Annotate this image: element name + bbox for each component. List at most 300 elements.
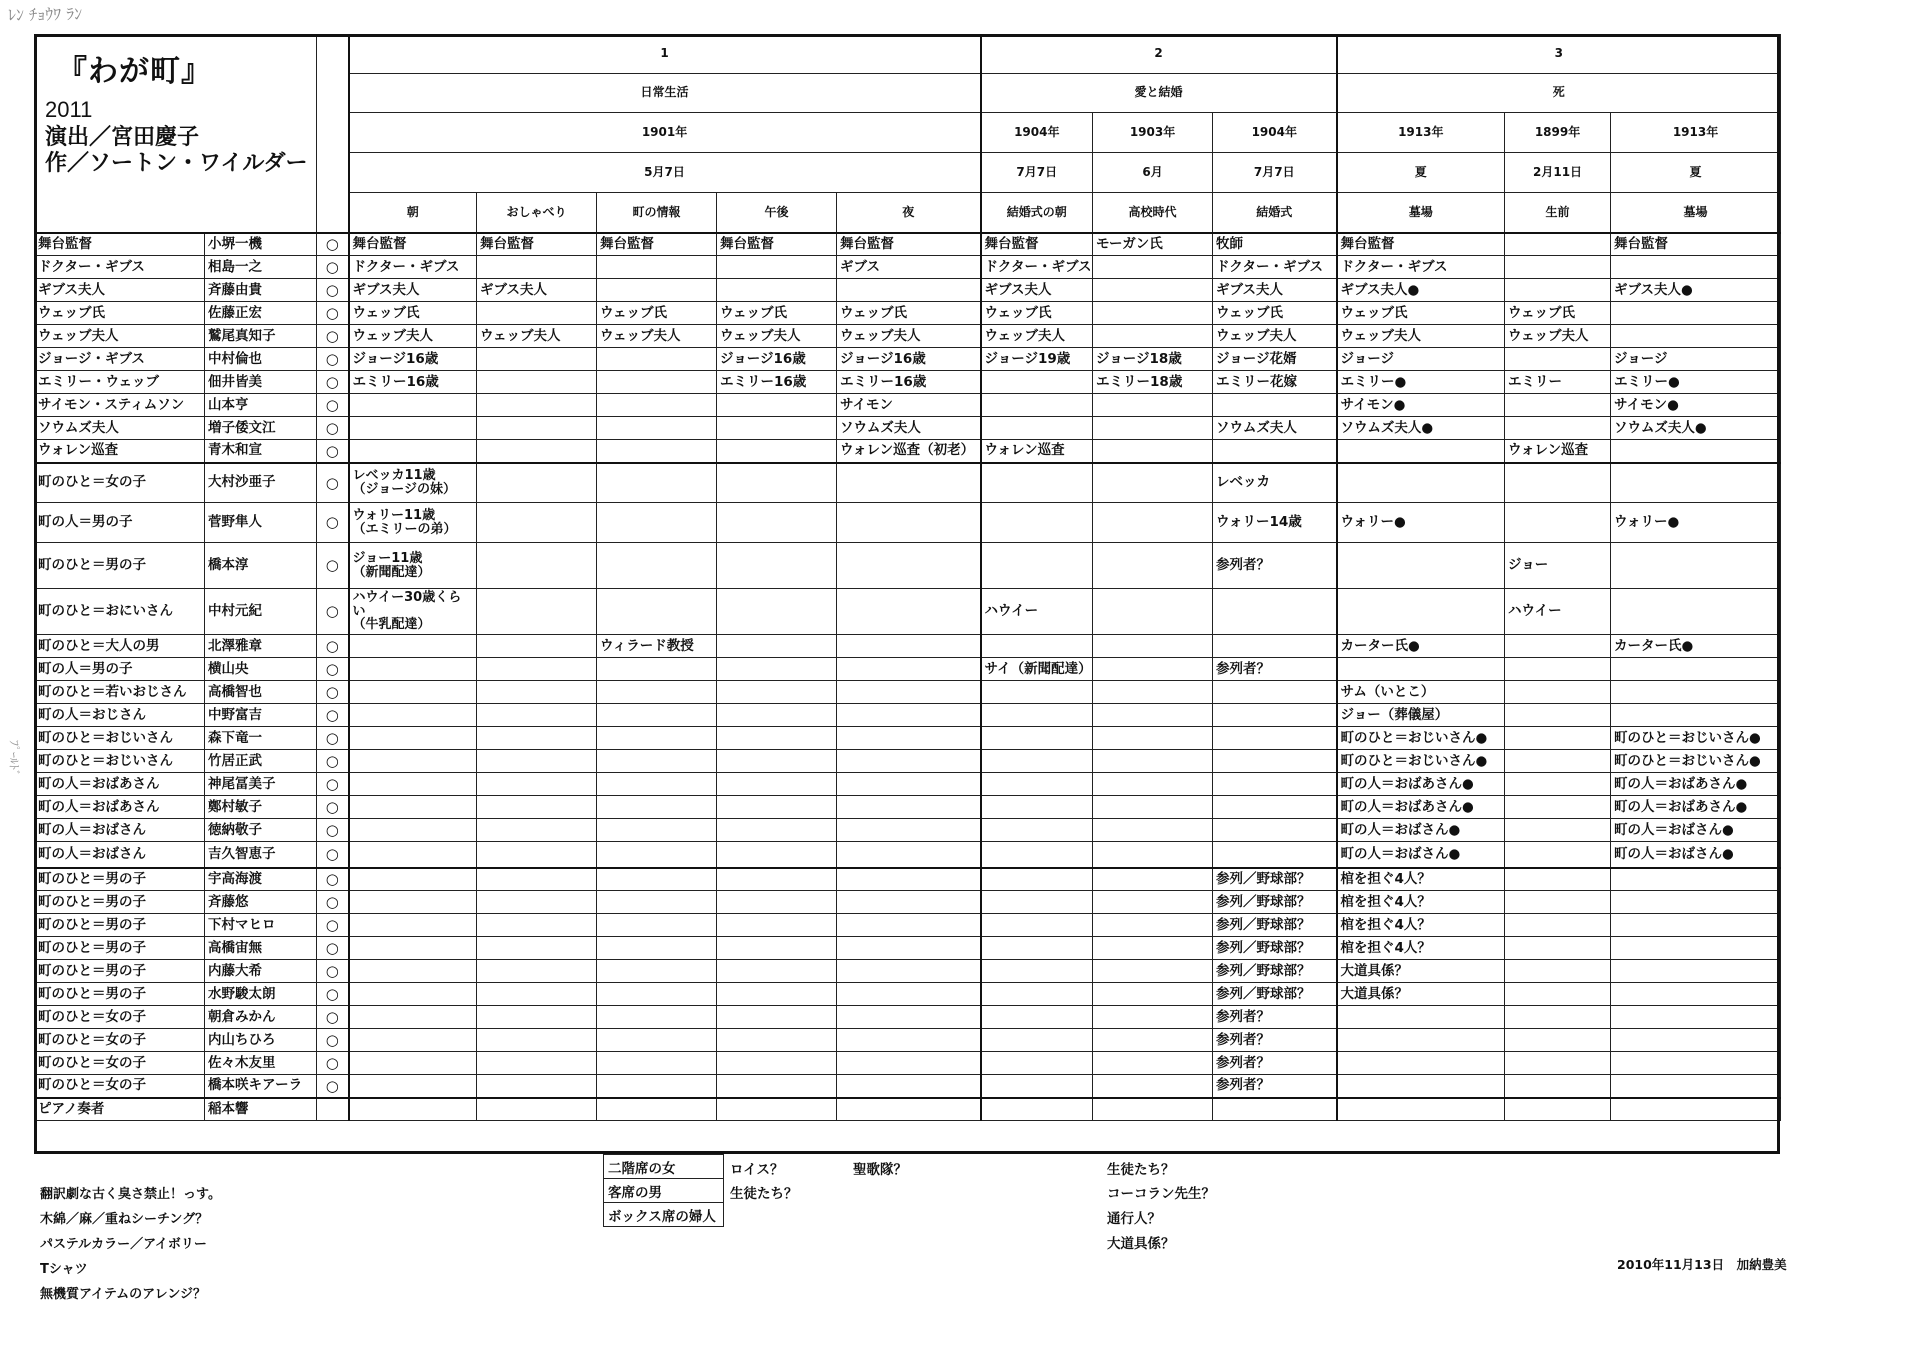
scene-cell xyxy=(1505,279,1611,302)
scene-cell xyxy=(837,842,981,868)
role-row xyxy=(35,914,1781,937)
note-line: Tシャツ xyxy=(40,1262,88,1277)
role-name: 町のひと＝女の子 xyxy=(35,463,205,503)
scene-cell xyxy=(1505,914,1611,937)
scene-cell xyxy=(981,543,1093,589)
scene-cell: ウェッブ氏 xyxy=(1337,302,1505,325)
scene-cell xyxy=(1213,750,1337,773)
mark-cell: ○ xyxy=(317,983,349,1006)
scene-cell xyxy=(477,1006,597,1029)
play-title: 『わが町』 xyxy=(57,54,212,89)
scene-cell xyxy=(477,960,597,983)
scene-cell xyxy=(477,914,597,937)
scene-cell xyxy=(981,960,1093,983)
scene-cell: ギブス夫人 xyxy=(1213,279,1337,302)
scene-cell xyxy=(349,394,477,417)
role-name: ピアノ奏者 xyxy=(35,1098,205,1121)
scene-cell xyxy=(349,417,477,440)
scene-cell: ウェッブ氏 xyxy=(981,302,1093,325)
scene-cell xyxy=(717,1075,837,1098)
scene-header: 町の情報 xyxy=(597,193,717,233)
mark-cell: ○ xyxy=(317,868,349,891)
scene-cell: ウォリー14歳 xyxy=(1213,503,1337,543)
scene-cell xyxy=(717,463,837,503)
actor-name: 中村元紀 xyxy=(205,589,317,635)
scene-cell: 参列者？ xyxy=(1213,1006,1337,1029)
scene-cell xyxy=(1505,503,1611,543)
role-row xyxy=(35,960,1781,983)
scene-cell xyxy=(1337,1098,1505,1121)
mark-cell: ○ xyxy=(317,635,349,658)
scene-cell xyxy=(349,937,477,960)
scene-cell: ウェッブ夫人 xyxy=(349,325,477,348)
scene-cell xyxy=(1093,589,1213,635)
actor-name: 朝倉みかん xyxy=(205,1006,317,1029)
scene-cell xyxy=(597,1052,717,1075)
scene-cell xyxy=(1505,868,1611,891)
scene-cell: 棺を担ぐ4人？ xyxy=(1337,914,1505,937)
scene-cell xyxy=(981,983,1093,1006)
scene-cell xyxy=(349,796,477,819)
scene-cell xyxy=(1505,1075,1611,1098)
scene-cell: エミリー● xyxy=(1611,371,1781,394)
scene-cell xyxy=(1611,440,1781,463)
scene-cell: ウィラード教授 xyxy=(597,635,717,658)
actor-name: 稲本響 xyxy=(205,1098,317,1121)
role-name: 町のひと＝男の子 xyxy=(35,914,205,937)
scene-cell: ウェッブ氏 xyxy=(349,302,477,325)
role-row xyxy=(35,819,1781,842)
role-name: 町のひと＝男の子 xyxy=(35,937,205,960)
scene-cell xyxy=(1611,658,1781,681)
actor-name: 佐々木友里 xyxy=(205,1052,317,1075)
scene-cell xyxy=(597,1075,717,1098)
scene-cell xyxy=(981,394,1093,417)
actor-name: 横山央 xyxy=(205,658,317,681)
scene-cell: 参列者？ xyxy=(1213,1052,1337,1075)
scene-cell: エミリー16歳 xyxy=(837,371,981,394)
scene-cell xyxy=(837,1052,981,1075)
mark-cell: ○ xyxy=(317,503,349,543)
scene-cell xyxy=(981,1006,1093,1029)
scene-cell xyxy=(1093,819,1213,842)
scene-cell: ウェッブ氏 xyxy=(597,302,717,325)
year-cell: 1913年 xyxy=(1337,113,1505,153)
scene-cell: サイモン xyxy=(837,394,981,417)
actor-name: 内藤大希 xyxy=(205,960,317,983)
scene-cell: ウォリー● xyxy=(1337,503,1505,543)
scene-cell xyxy=(837,819,981,842)
scene-cell: ジョージ18歳 xyxy=(1093,348,1213,371)
scene-cell: ジョージ xyxy=(1611,348,1781,371)
role-row xyxy=(35,325,1781,348)
year-cell: 1899年 xyxy=(1505,113,1611,153)
scene-cell xyxy=(349,1098,477,1121)
scene-cell xyxy=(1505,704,1611,727)
mark-cell: ○ xyxy=(317,463,349,503)
scene-cell xyxy=(1611,1075,1781,1098)
scene-cell xyxy=(1505,960,1611,983)
scene-cell xyxy=(1611,1052,1781,1075)
scene-cell xyxy=(477,543,597,589)
scene-cell xyxy=(1093,796,1213,819)
scene-cell xyxy=(717,842,837,868)
actor-name: 相島一之 xyxy=(205,256,317,279)
scene-cell: ドクター・ギブス xyxy=(349,256,477,279)
actor-name: 鷲尾真知子 xyxy=(205,325,317,348)
scene-cell xyxy=(837,543,981,589)
scene-cell: 町のひと＝おじいさん● xyxy=(1337,750,1505,773)
scene-cell: レベッカ xyxy=(1213,463,1337,503)
scene-cell xyxy=(597,1029,717,1052)
actor-name: 中野富吉 xyxy=(205,704,317,727)
scene-cell xyxy=(349,868,477,891)
scene-cell: ウォレン巡査 xyxy=(1505,440,1611,463)
scene-cell xyxy=(717,1029,837,1052)
act-1-number: 1 xyxy=(349,35,981,74)
role-name: ギブス夫人 xyxy=(35,279,205,302)
role-name: ウェッブ氏 xyxy=(35,302,205,325)
scene-cell xyxy=(717,681,837,704)
mark-cell: ○ xyxy=(317,440,349,463)
scene-cell xyxy=(1093,1029,1213,1052)
scene-cell xyxy=(981,1052,1093,1075)
scene-cell xyxy=(349,960,477,983)
scene-cell xyxy=(1093,279,1213,302)
mark-cell: ○ xyxy=(317,842,349,868)
scene-cell xyxy=(1093,868,1213,891)
act-3-theme: 死 xyxy=(1337,74,1781,113)
scene-cell xyxy=(1093,727,1213,750)
scene-cell xyxy=(717,1006,837,1029)
mark-cell: ○ xyxy=(317,371,349,394)
scene-cell: カーター氏● xyxy=(1611,635,1781,658)
scene-cell xyxy=(837,983,981,1006)
scene-cell xyxy=(477,681,597,704)
actor-name: 大村沙亜子 xyxy=(205,463,317,503)
scene-cell: ギブス夫人● xyxy=(1611,279,1781,302)
role-name: 町のひと＝女の子 xyxy=(35,1052,205,1075)
actor-name: 斉藤由貴 xyxy=(205,279,317,302)
scene-cell: ギブス夫人 xyxy=(349,279,477,302)
role-name: 町のひと＝女の子 xyxy=(35,1029,205,1052)
scene-cell xyxy=(717,750,837,773)
role-name: ソウムズ夫人 xyxy=(35,417,205,440)
mark-cell: ○ xyxy=(317,937,349,960)
actor-name: 竹居正武 xyxy=(205,750,317,773)
scene-cell: 町の人＝おばさん● xyxy=(1337,842,1505,868)
mark-cell: ○ xyxy=(317,727,349,750)
scene-cell xyxy=(1505,937,1611,960)
scene-cell xyxy=(349,1075,477,1098)
scene-cell xyxy=(717,727,837,750)
scene-header: 朝 xyxy=(349,193,477,233)
scene-cell xyxy=(597,868,717,891)
actor-name: 小堺一機 xyxy=(205,233,317,256)
scene-cell xyxy=(981,704,1093,727)
scene-cell xyxy=(717,773,837,796)
extras-note: 大道具係？ xyxy=(1107,1236,1175,1252)
scene-cell xyxy=(981,463,1093,503)
act-number-row xyxy=(35,35,1781,74)
scene-cell xyxy=(837,279,981,302)
scene-cell: ウェッブ夫人 xyxy=(477,325,597,348)
scene-cell xyxy=(1505,842,1611,868)
scene-cell xyxy=(1505,1098,1611,1121)
scene-cell xyxy=(981,750,1093,773)
scene-cell xyxy=(597,543,717,589)
scene-cell: ハウイー xyxy=(1505,589,1611,635)
role-name: 町の人＝男の子 xyxy=(35,658,205,681)
scene-header: 午後 xyxy=(717,193,837,233)
scene-cell xyxy=(1611,983,1781,1006)
scene-cell: ウォリー● xyxy=(1611,503,1781,543)
scene-cell: ギブス夫人 xyxy=(981,279,1093,302)
scene-cell: 町の人＝おばさん● xyxy=(1611,819,1781,842)
actor-name: 橋本淳 xyxy=(205,543,317,589)
role-name: 町のひと＝男の子 xyxy=(35,960,205,983)
scene-cell xyxy=(837,1029,981,1052)
scene-cell xyxy=(597,937,717,960)
date-cell: 2月11日 xyxy=(1505,153,1611,193)
scene-cell xyxy=(837,681,981,704)
scene-cell xyxy=(1505,891,1611,914)
scene-cell xyxy=(981,914,1093,937)
scene-cell xyxy=(981,635,1093,658)
scene-cell xyxy=(981,371,1093,394)
scene-cell: エミリー● xyxy=(1337,371,1505,394)
scene-cell: 舞台監督 xyxy=(597,233,717,256)
signature: 2010年11月13日 加納豊美 xyxy=(1617,1257,1787,1272)
scene-cell xyxy=(597,1098,717,1121)
year-cell: 1904年 xyxy=(1213,113,1337,153)
scene-cell xyxy=(1213,394,1337,417)
scene-cell: 町の人＝おばあさん● xyxy=(1611,796,1781,819)
scene-cell xyxy=(349,750,477,773)
scene-cell xyxy=(717,983,837,1006)
role-row xyxy=(35,658,1781,681)
scene-cell: 町のひと＝おじいさん● xyxy=(1611,750,1781,773)
scene-cell xyxy=(1093,983,1213,1006)
scene-cell xyxy=(1337,1075,1505,1098)
actor-name: 高橋宙無 xyxy=(205,937,317,960)
scene-cell xyxy=(477,371,597,394)
scene-cell xyxy=(717,868,837,891)
scene-cell: 参列者？ xyxy=(1213,543,1337,589)
scene-cell xyxy=(1505,233,1611,256)
scene-cell xyxy=(597,417,717,440)
scene-cell: ウォレン巡査 xyxy=(981,440,1093,463)
scene-cell: 棺を担ぐ4人？ xyxy=(1337,937,1505,960)
role-name: 町の人＝おじさん xyxy=(35,704,205,727)
mark-cell xyxy=(317,1098,349,1121)
scene-cell xyxy=(1093,302,1213,325)
role-row xyxy=(35,635,1781,658)
role-name: ウェッブ夫人 xyxy=(35,325,205,348)
scene-cell xyxy=(981,503,1093,543)
scene-cell xyxy=(717,256,837,279)
scene-cell xyxy=(1611,1098,1781,1121)
mark-cell: ○ xyxy=(317,279,349,302)
scene-cell xyxy=(1093,1098,1213,1121)
scene-cell xyxy=(717,960,837,983)
scene-cell: 町の人＝おばさん● xyxy=(1611,842,1781,868)
scene-cell: ウェッブ夫人 xyxy=(717,325,837,348)
role-name: 町のひと＝男の子 xyxy=(35,543,205,589)
scene-cell: サイモン● xyxy=(1611,394,1781,417)
mark-cell: ○ xyxy=(317,891,349,914)
scene-cell xyxy=(1505,1052,1611,1075)
scene-cell: ギブス夫人● xyxy=(1337,279,1505,302)
scene-cell: 舞台監督 xyxy=(349,233,477,256)
actor-name: 菅野隼人 xyxy=(205,503,317,543)
costume-notes xyxy=(40,1182,221,1307)
scene-cell xyxy=(981,727,1093,750)
scene-cell xyxy=(1505,463,1611,503)
scene-cell: エミリー16歳 xyxy=(717,371,837,394)
mark-cell: ○ xyxy=(317,233,349,256)
scene-cell: 大道具係？ xyxy=(1337,983,1505,1006)
scene-cell xyxy=(1093,503,1213,543)
scene-cell xyxy=(717,704,837,727)
scene-header: 高校時代 xyxy=(1093,193,1213,233)
scene-cell xyxy=(1505,635,1611,658)
scene-cell xyxy=(1611,914,1781,937)
scene-cell: ジョージ花婿 xyxy=(1213,348,1337,371)
scene-cell xyxy=(1093,1006,1213,1029)
scene-cell xyxy=(1213,727,1337,750)
role-row xyxy=(35,983,1781,1006)
scene-cell: 町の人＝おばあさん● xyxy=(1337,796,1505,819)
scene-cell xyxy=(1093,543,1213,589)
scene-cell xyxy=(1213,796,1337,819)
scene-cell: 町のひと＝おじいさん● xyxy=(1611,727,1781,750)
scene-cell xyxy=(477,937,597,960)
scene-cell xyxy=(981,681,1093,704)
act-3-number: 3 xyxy=(1337,35,1781,74)
role-name: 町のひと＝女の子 xyxy=(35,1006,205,1029)
scene-cell xyxy=(1505,750,1611,773)
scene-cell xyxy=(1611,1006,1781,1029)
scene-cell xyxy=(477,1075,597,1098)
mark-cell: ○ xyxy=(317,914,349,937)
scene-cell xyxy=(1611,868,1781,891)
scene-cell xyxy=(717,1098,837,1121)
scene-cell xyxy=(1337,543,1505,589)
scene-cell: 町の人＝おばあさん● xyxy=(1337,773,1505,796)
actor-name: 斉藤悠 xyxy=(205,891,317,914)
scene-cell xyxy=(1611,704,1781,727)
note-line: 無機質アイテムのアレンジ？ xyxy=(40,1287,207,1302)
role-row xyxy=(35,1075,1781,1098)
scene-cell xyxy=(717,635,837,658)
scene-cell xyxy=(1093,1075,1213,1098)
scene-cell xyxy=(1337,1052,1505,1075)
scene-cell xyxy=(477,1052,597,1075)
scene-cell xyxy=(1213,773,1337,796)
scene-cell xyxy=(981,891,1093,914)
year-cell: 1904年 xyxy=(981,113,1093,153)
scene-cell: カーター氏● xyxy=(1337,635,1505,658)
cast-schedule-table xyxy=(34,34,1781,1121)
extras-role: 二階席の女 xyxy=(604,1155,724,1179)
scene-cell xyxy=(717,658,837,681)
scene-cell xyxy=(1505,256,1611,279)
scene-cell xyxy=(981,1075,1093,1098)
scene-cell xyxy=(1093,635,1213,658)
mark-column-header xyxy=(317,35,349,233)
scene-cell xyxy=(1611,937,1781,960)
scene-cell xyxy=(349,914,477,937)
scene-cell: ソウムズ夫人 xyxy=(837,417,981,440)
role-row xyxy=(35,1029,1781,1052)
date-cell: 5月7日 xyxy=(349,153,981,193)
scene-cell xyxy=(477,727,597,750)
scene-cell xyxy=(1611,589,1781,635)
scene-cell: 参列／野球部？ xyxy=(1213,868,1337,891)
extras-note: 生徒たち？ xyxy=(730,1186,798,1202)
scene-cell: エミリー18歳 xyxy=(1093,371,1213,394)
role-row xyxy=(35,233,1781,256)
scene-cell: 舞台監督 xyxy=(1611,233,1781,256)
role-row xyxy=(35,348,1781,371)
actor-name: 青木和宣 xyxy=(205,440,317,463)
actor-name: 下村マヒロ xyxy=(205,914,317,937)
role-row xyxy=(35,1098,1781,1121)
role-name: エミリー・ウェッブ xyxy=(35,371,205,394)
scene-cell xyxy=(717,891,837,914)
scene-cell xyxy=(1093,463,1213,503)
scene-cell xyxy=(1093,960,1213,983)
actor-name: 水野駿太朗 xyxy=(205,983,317,1006)
scene-cell xyxy=(477,503,597,543)
scene-cell: サイモン● xyxy=(1337,394,1505,417)
role-row xyxy=(35,503,1781,543)
scene-cell xyxy=(597,1006,717,1029)
role-name: 町のひと＝おじいさん xyxy=(35,750,205,773)
scene-cell xyxy=(717,503,837,543)
scene-cell xyxy=(597,914,717,937)
year-cell: 1913年 xyxy=(1611,113,1781,153)
scene-cell xyxy=(1611,325,1781,348)
scene-cell: ソウムズ夫人● xyxy=(1611,417,1781,440)
scene-cell xyxy=(1611,681,1781,704)
role-row xyxy=(35,750,1781,773)
scene-cell xyxy=(349,983,477,1006)
role-name: ジョージ・ギブス xyxy=(35,348,205,371)
scene-cell xyxy=(1213,819,1337,842)
note-line: 翻訳劇な古く臭さ禁止！っす。 xyxy=(40,1187,221,1202)
act-1-theme: 日常生活 xyxy=(349,74,981,113)
scene-cell xyxy=(477,704,597,727)
mark-cell: ○ xyxy=(317,819,349,842)
mark-cell: ○ xyxy=(317,1006,349,1029)
scene-header: 結婚式の朝 xyxy=(981,193,1093,233)
scene-cell: ウェッブ氏 xyxy=(1505,302,1611,325)
actor-name: 高橋智也 xyxy=(205,681,317,704)
scene-cell xyxy=(597,589,717,635)
scene-cell xyxy=(837,727,981,750)
mark-cell: ○ xyxy=(317,1075,349,1098)
scene-cell xyxy=(597,983,717,1006)
scene-cell xyxy=(1213,1098,1337,1121)
scene-cell xyxy=(717,796,837,819)
scene-cell: ドクター・ギブス xyxy=(1213,256,1337,279)
scene-cell xyxy=(1213,681,1337,704)
scene-cell xyxy=(349,727,477,750)
scene-cell: 棺を担ぐ4人？ xyxy=(1337,891,1505,914)
scene-cell xyxy=(349,635,477,658)
